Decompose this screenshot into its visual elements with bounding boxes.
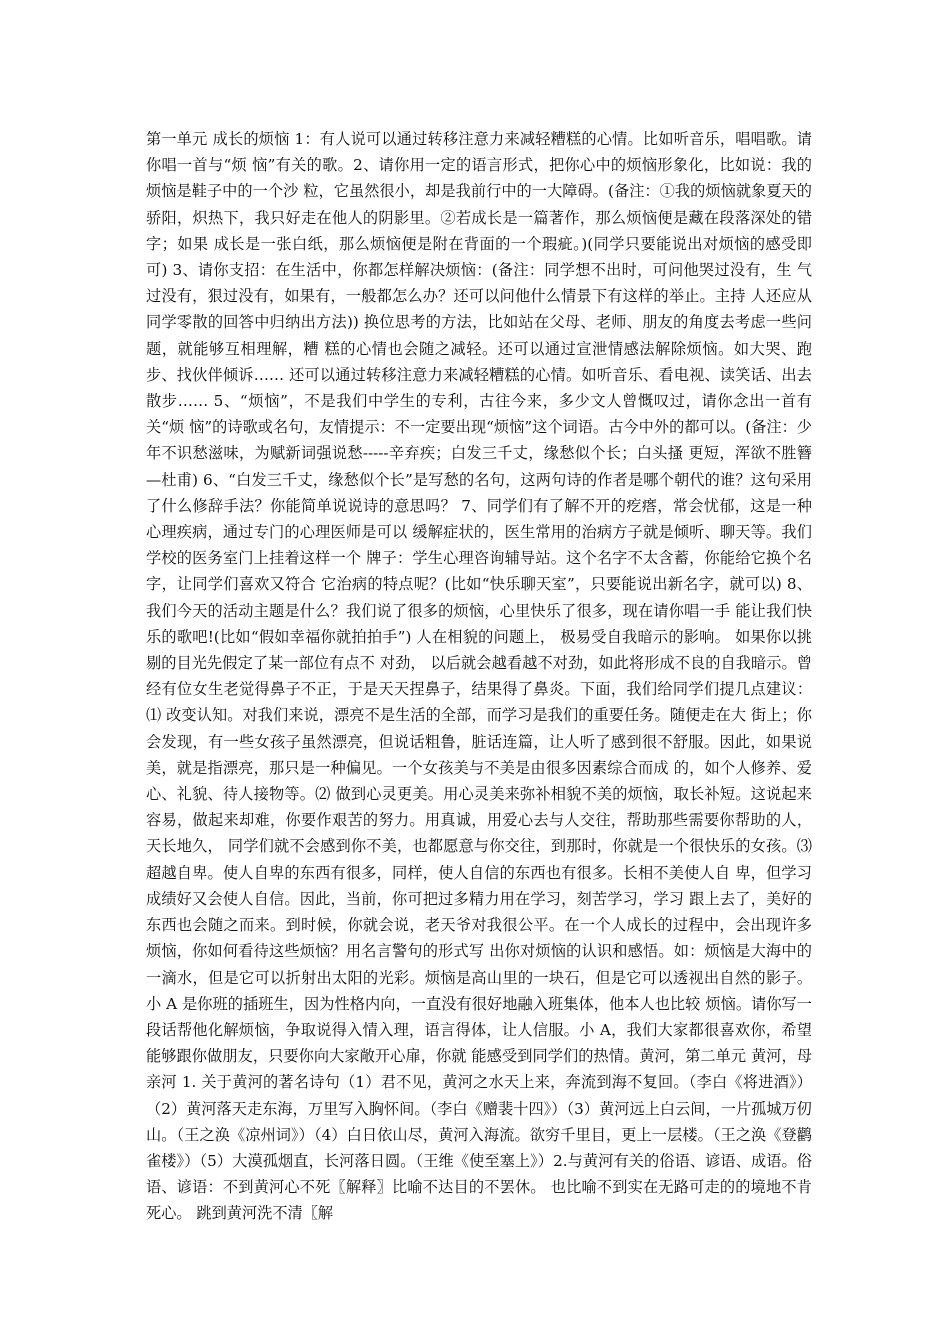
body-text: 第一单元 成长的烦恼 1：有人说可以通过转移注意力来减轻糟糕的心情。比如听音乐，唱唱歌。请你唱一首与“烦 恼”有关的歌。2、请你用一定的语言形式，把你心中的烦恼形象化，比如说：我的烦恼是鞋子中的一个沙 粒，它虽然很小，却是我前行中的一大障碍。(备注：①我的烦恼就象夏天的骄阳，炽热下，我只好走在他人的阴影里。②若成长是一篇著作，那么烦恼便是藏在段落深处的错字；如果 成长是一张白纸，那么烦恼便是附在背面的一个瑕疵。)(同学只要能说出对烦恼的感受即可) 3、请你支招：在生活中，你都怎样解决烦恼：(备注：同学想不出时，可问他哭过没有，生 气过没有，狠过没有，如果有，一般都怎么办？还可以问他什么情景下有这样的举止。主持 人还应从同学零散的回答中归纳出方法)) 换位思考的方法，比如站在父母、老师、朋友的角度去考虑一些问题，就能够互相理解，糟 糕的心情也会随之减轻。还可以通过宣泄情感法解除烦恼。如大哭、跑步、找伙伴倾诉…… 还可以通过转移注意力来减轻糟糕的心情。如听音乐、看电视、读笑话、出去散步…… 5、“烦恼”，不是我们中学生的专利，古往今来，多少文人曾慨叹过，请你念出一首有关“烦 恼”的诗歌或名句，友情提示：不一定要出现“烦恼”这个词语。古今中外的都可以。(备注：少年不识愁滋味，为赋新词强说愁-----辛弃疾；白发三千丈，缘愁似个长；白头搔 更短，浑欲不胜簪—杜甫) 6、“白发三千丈，缘愁似个长”是写愁的名句，这两句诗的作者是哪个朝代的谁？这句采用 了什么修辞手法？你能简单说说诗的意思吗？ 7、同学们有了解不开的疙瘩，常会忧郁，这是一种心理疾病，通过专门的心理医师是可以 缓解症状的，医生常用的治病方子就是倾听、聊天等。我们学校的医务室门上挂着这样一个 牌子：学生心理咨询辅导站。这个名字不太含蓄，你能给它换个名字，让同学们喜欢又符合 它治病的特点呢？(比如“快乐聊天室”，只要能说出新名字，就可以) 8、我们今天的活动主题是什么？我们说了很多的烦恼，心里快乐了很多，现在请你唱一手 能让我们快乐的歌吧!(比如“假如幸福你就拍拍手”) 人在相貌的问题上， 极易受自我暗示的影响。 如果你以挑剔的目光先假定了某一部位有点不 对劲， 以后就会越看越不对劲，如此将形成不良的自我暗示。曾经有位女生老觉得鼻子不正，于是天天捏鼻子，结果得了鼻炎。下面，我们给同学们提几点建议：⑴ 改变认知。对我们来说，漂亮不是生活的全部，而学习是我们的重要任务。随便走在大 街上；你会发现，有一些女孩子虽然漂亮，但说话粗鲁，脏话连篇，让人听了感到很不舒服。因此，如果说美，就是指漂亮，那只是一种偏见。一个女孩美与不美是由很多因素综合而成 的，如个人修养、爱心、礼貌、待人接物等。⑵ 做到心灵更美。用心灵美来弥补相貌不美的烦恼，取长补短。这说起来容易，做起来却难，你要作艰苦的努力。用真诚，用爱心去与人交往，帮助那些需要你帮助的人，天长地久， 同学们就不会感到你不美，也都愿意与你交往，到那时，你就是一个很快乐的女孩。⑶ 超越自卑。使人自卑的东西有很多，同样，使人自信的东西也有很多。长相不美使人自 卑，但学习成绩好又会使人自信。因此，当前，你可把过多精力用在学习，刻苦学习，学习 跟上去了，美好的东西也会随之而来。到时候，你就会说，老天爷对我很公平。在一个人成长的过程中，会出现许多烦恼，你如何看待这些烦恼？用名言警句的形式写 出你对烦恼的认识和感悟。如：烦恼是大海中的一滴水，但是它可以折射出太阳的光彩。烦恼是高山里的一块石，但是它可以透视出自然的影子。 小 A 是你班的插班生，因为性格内向，一直没有很好地融入班集体，他本人也比较 烦恼。请你写一段话帮他化解烦恼，争取说得入情入理，语言得体，让人信服。小 A，我们大家都很喜欢你，希望能够跟你做朋友，只要你向大家敞开心扉，你就 能感受到同学们的热情。黄河，第二单元 黄河，母亲河 1. 关于黄河的著名诗句（1）君不见，黄河之水天上来，奔流到海不复回。（李白《将进酒》）（2）黄河落天走东海，万里写入胸怀间。（李白《赠裴十四》）（3）黄河远上白云间，一片孤城万仞山。（王之涣《凉州词》）（4）白日依山尽，黄河入海流。欲穷千里目，更上一层楼。（王之涣《登鹳雀楼》）（5）大漠孤烟直，长河落日圆。（王维《使至塞上》）2.与黄河有关的俗语、谚语、成语。俗语、谚语：不到黄河心不死〖解释〗比喻不达目的不罢休。 也比喻不到实在无路可走的的境地不肯死心。 跳到黄河洗不清〖解 (146, 130, 812, 1223)
